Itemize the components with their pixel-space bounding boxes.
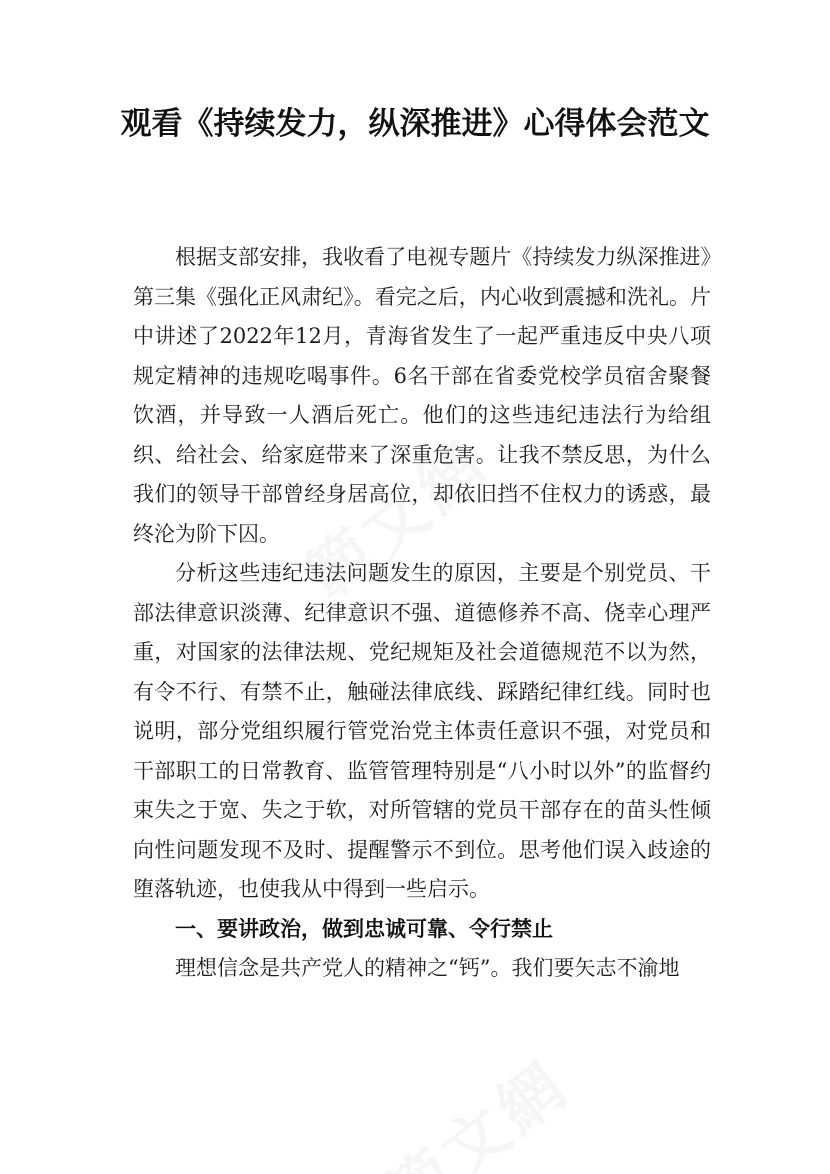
- section-heading: 一、要讲政治，做到忠诚可靠、令行禁止: [175, 916, 553, 941]
- watermark: [364, 1035, 586, 1174]
- document-body: [133, 238, 711, 989]
- paragraph: 分析这些违纪违法问题发生的原因，主要是个别党员、干部法律意识淡薄、纪律意识不强、道德修养不高、侥幸心理严重，对国家的法律法规、党纪规矩及社会道德规范不以为然，有令不行、有禁不止，触碰法律底线、踩踏纪律红线。同时也说明，部分党组织履行管党治党主体责任意识不强，对党员和干部职工的日常教育、监管管理特别是“八小时以外”的监督约束失之于宽、失之于软，对所管辖的党员干部存在的苗头性倾向性问题发现不及时、提醒警示不到位。思考他们误入歧途的堕落轨迹，也使我从中得到一些启示。: [133, 561, 711, 901]
- paragraph: 根据支部安排，我收看了电视专题片《持续发力纵深推进》第三集《强化正风肃纪》。看完之后，内心收到震撼和洗礼。片中讲述了2022年12月，青海省发生了一起严重违反中央八项规定精神的违规吃喝事件。6名干部在省委党校学员宿舍聚餐饮酒，并导致一人酒后死亡。他们的这些违纪违法行为给组织、给社会、给家庭带来了深重危害。让我不禁反思，为什么我们的领导干部曾经身居高位，却依旧挡不住权力的诱惑，最终沦为阶下囚。: [133, 245, 711, 546]
- paragraph: 理想信念是共产党人的精神之“钙”。我们要矢志不渝地: [175, 956, 680, 980]
- document-title: 观看《持续发力，纵深推进》心得体会范文: [120, 106, 710, 142]
